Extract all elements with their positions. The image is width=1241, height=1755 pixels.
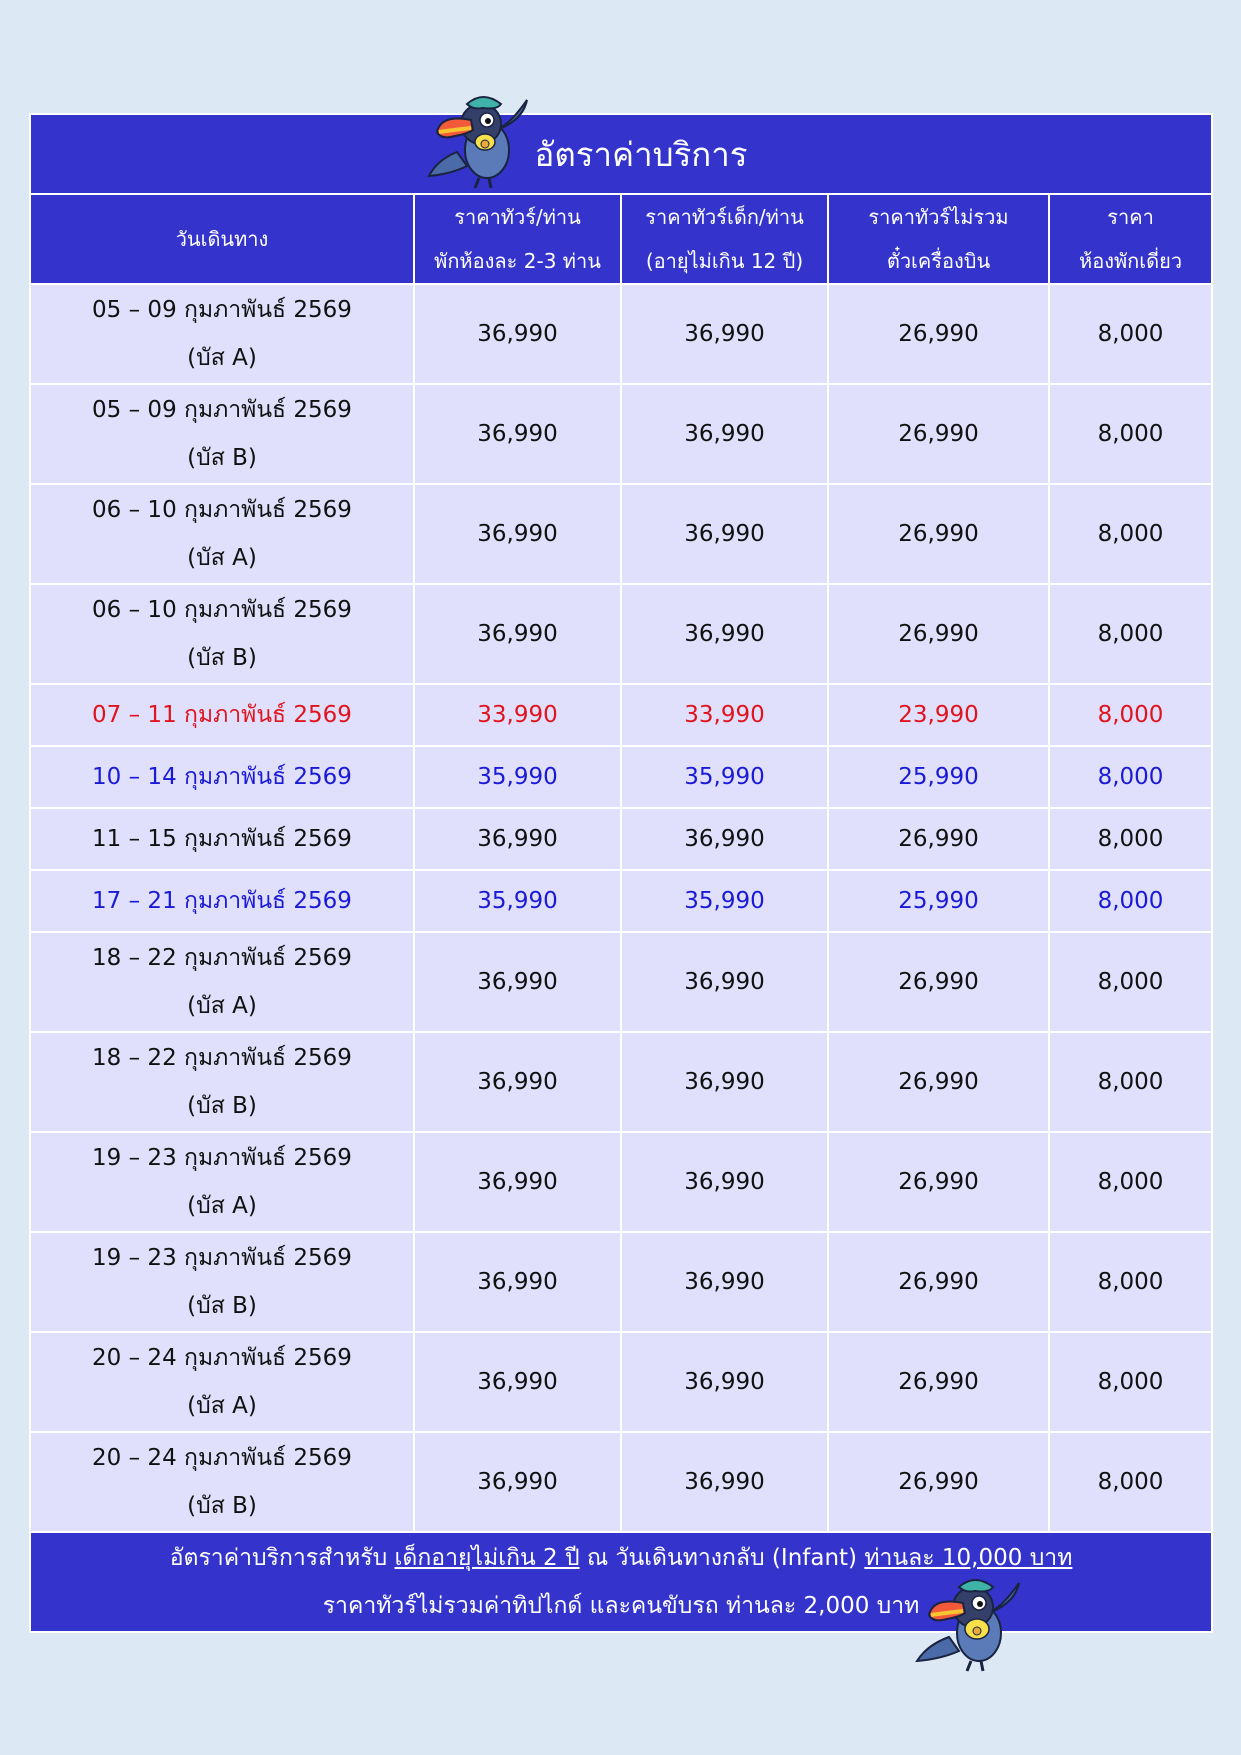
no-flight-price-cell: 26,990 xyxy=(828,1332,1049,1432)
single-room-price-cell: 8,000 xyxy=(1049,932,1212,1032)
toucan-mascot-icon xyxy=(915,1573,1023,1673)
date-cell: 06 – 10 กุมภาพันธ์ 2569 (บัส A) xyxy=(30,484,414,584)
single-room-price-cell: 8,000 xyxy=(1049,684,1212,746)
single-room-price-cell: 8,000 xyxy=(1049,384,1212,484)
header-child-price: ราคาทัวร์เด็ก/ท่าน (อายุไม่เกิน 12 ปี) xyxy=(621,194,828,284)
toucan-mascot-icon xyxy=(427,90,531,190)
date-cell: 06 – 10 กุมภาพันธ์ 2569 (บัส B) xyxy=(30,584,414,684)
no-flight-price-cell: 26,990 xyxy=(828,1132,1049,1232)
single-room-price-cell: 8,000 xyxy=(1049,1332,1212,1432)
header-no-flight-price: ราคาทัวร์ไม่รวม ตั๋วเครื่องบิน xyxy=(828,194,1049,284)
adult-price-cell: 35,990 xyxy=(414,870,621,932)
no-flight-price-cell: 26,990 xyxy=(828,1232,1049,1332)
single-room-price-cell: 8,000 xyxy=(1049,1232,1212,1332)
child-price-cell: 36,990 xyxy=(621,384,828,484)
single-room-price-cell: 8,000 xyxy=(1049,284,1212,384)
footer-cell xyxy=(30,1532,1212,1632)
no-flight-price-cell: 26,990 xyxy=(828,484,1049,584)
no-flight-price-cell: 26,990 xyxy=(828,284,1049,384)
table-row xyxy=(30,808,1212,870)
no-flight-price-cell: 25,990 xyxy=(828,746,1049,808)
adult-price-cell: 36,990 xyxy=(414,1432,621,1532)
child-price-cell: 36,990 xyxy=(621,1032,828,1132)
single-room-price-cell: 8,000 xyxy=(1049,1432,1212,1532)
child-price-cell: 35,990 xyxy=(621,870,828,932)
table-row xyxy=(30,684,1212,746)
single-room-price-cell: 8,000 xyxy=(1049,584,1212,684)
date-cell: 19 – 23 กุมภาพันธ์ 2569 (บัส A) xyxy=(30,1132,414,1232)
no-flight-price-cell: 23,990 xyxy=(828,684,1049,746)
price-table xyxy=(29,113,1213,1633)
child-price-cell: 36,990 xyxy=(621,808,828,870)
date-cell: 10 – 14 กุมภาพันธ์ 2569 xyxy=(30,746,414,808)
header-row xyxy=(30,194,1212,284)
table-row xyxy=(30,1232,1212,1332)
footer-note-tip: ราคาทัวร์ไม่รวมค่าทิปไกด์ และคนขับรถ ท่านละ 2,000 บาท xyxy=(322,1593,920,1619)
no-flight-price-cell: 26,990 xyxy=(828,384,1049,484)
price-table-container xyxy=(29,113,1211,1633)
header-date: วันเดินทาง xyxy=(30,194,414,284)
child-price-cell: 33,990 xyxy=(621,684,828,746)
adult-price-cell: 36,990 xyxy=(414,284,621,384)
table-row xyxy=(30,584,1212,684)
adult-price-cell: 36,990 xyxy=(414,1332,621,1432)
no-flight-price-cell: 26,990 xyxy=(828,1432,1049,1532)
adult-price-cell: 36,990 xyxy=(414,1132,621,1232)
child-price-cell: 36,990 xyxy=(621,484,828,584)
single-room-price-cell: 8,000 xyxy=(1049,746,1212,808)
no-flight-price-cell: 26,990 xyxy=(828,808,1049,870)
no-flight-price-cell: 26,990 xyxy=(828,1032,1049,1132)
child-price-cell: 36,990 xyxy=(621,932,828,1032)
child-price-cell: 35,990 xyxy=(621,746,828,808)
date-cell: 07 – 11 กุมภาพันธ์ 2569 xyxy=(30,684,414,746)
footer-row xyxy=(30,1532,1212,1632)
footer-note-infant: อัตราค่าบริการสำหรับ เด็กอายุไม่เกิน 2 ปี ณ วันเดินทางกลับ (Infant) ท่านละ 10,000 บาท xyxy=(169,1545,1073,1571)
title-row xyxy=(30,114,1212,194)
date-cell: 19 – 23 กุมภาพันธ์ 2569 (บัส B) xyxy=(30,1232,414,1332)
single-room-price-cell: 8,000 xyxy=(1049,808,1212,870)
table-row xyxy=(30,746,1212,808)
adult-price-cell: 36,990 xyxy=(414,1232,621,1332)
single-room-price-cell: 8,000 xyxy=(1049,484,1212,584)
child-price-cell: 36,990 xyxy=(621,284,828,384)
no-flight-price-cell: 26,990 xyxy=(828,932,1049,1032)
no-flight-price-cell: 26,990 xyxy=(828,584,1049,684)
page-title: อัตราค่าบริการ xyxy=(534,134,748,174)
adult-price-cell: 36,990 xyxy=(414,808,621,870)
child-price-cell: 36,990 xyxy=(621,584,828,684)
table-row xyxy=(30,1132,1212,1232)
date-cell: 18 – 22 กุมภาพันธ์ 2569 (บัส B) xyxy=(30,1032,414,1132)
title-cell xyxy=(30,114,1212,194)
child-price-cell: 36,990 xyxy=(621,1232,828,1332)
no-flight-price-cell: 25,990 xyxy=(828,870,1049,932)
table-row xyxy=(30,484,1212,584)
date-cell: 11 – 15 กุมภาพันธ์ 2569 xyxy=(30,808,414,870)
child-price-cell: 36,990 xyxy=(621,1132,828,1232)
single-room-price-cell: 8,000 xyxy=(1049,1032,1212,1132)
adult-price-cell: 36,990 xyxy=(414,484,621,584)
single-room-price-cell: 8,000 xyxy=(1049,870,1212,932)
child-price-cell: 36,990 xyxy=(621,1432,828,1532)
table-row xyxy=(30,870,1212,932)
date-cell: 20 – 24 กุมภาพันธ์ 2569 (บัส A) xyxy=(30,1332,414,1432)
table-row xyxy=(30,1032,1212,1132)
table-row xyxy=(30,1332,1212,1432)
adult-price-cell: 36,990 xyxy=(414,384,621,484)
table-row xyxy=(30,384,1212,484)
table-row xyxy=(30,284,1212,384)
child-price-cell: 36,990 xyxy=(621,1332,828,1432)
date-cell: 20 – 24 กุมภาพันธ์ 2569 (บัส B) xyxy=(30,1432,414,1532)
table-row xyxy=(30,1432,1212,1532)
header-adult-price: ราคาทัวร์/ท่าน พักห้องละ 2-3 ท่าน xyxy=(414,194,621,284)
date-cell: 18 – 22 กุมภาพันธ์ 2569 (บัส A) xyxy=(30,932,414,1032)
date-cell: 05 – 09 กุมภาพันธ์ 2569 (บัส B) xyxy=(30,384,414,484)
adult-price-cell: 35,990 xyxy=(414,746,621,808)
adult-price-cell: 33,990 xyxy=(414,684,621,746)
adult-price-cell: 36,990 xyxy=(414,932,621,1032)
single-room-price-cell: 8,000 xyxy=(1049,1132,1212,1232)
date-cell: 05 – 09 กุมภาพันธ์ 2569 (บัส A) xyxy=(30,284,414,384)
date-cell: 17 – 21 กุมภาพันธ์ 2569 xyxy=(30,870,414,932)
table-row xyxy=(30,932,1212,1032)
header-single-room: ราคา ห้องพักเดี่ยว xyxy=(1049,194,1212,284)
adult-price-cell: 36,990 xyxy=(414,1032,621,1132)
adult-price-cell: 36,990 xyxy=(414,584,621,684)
